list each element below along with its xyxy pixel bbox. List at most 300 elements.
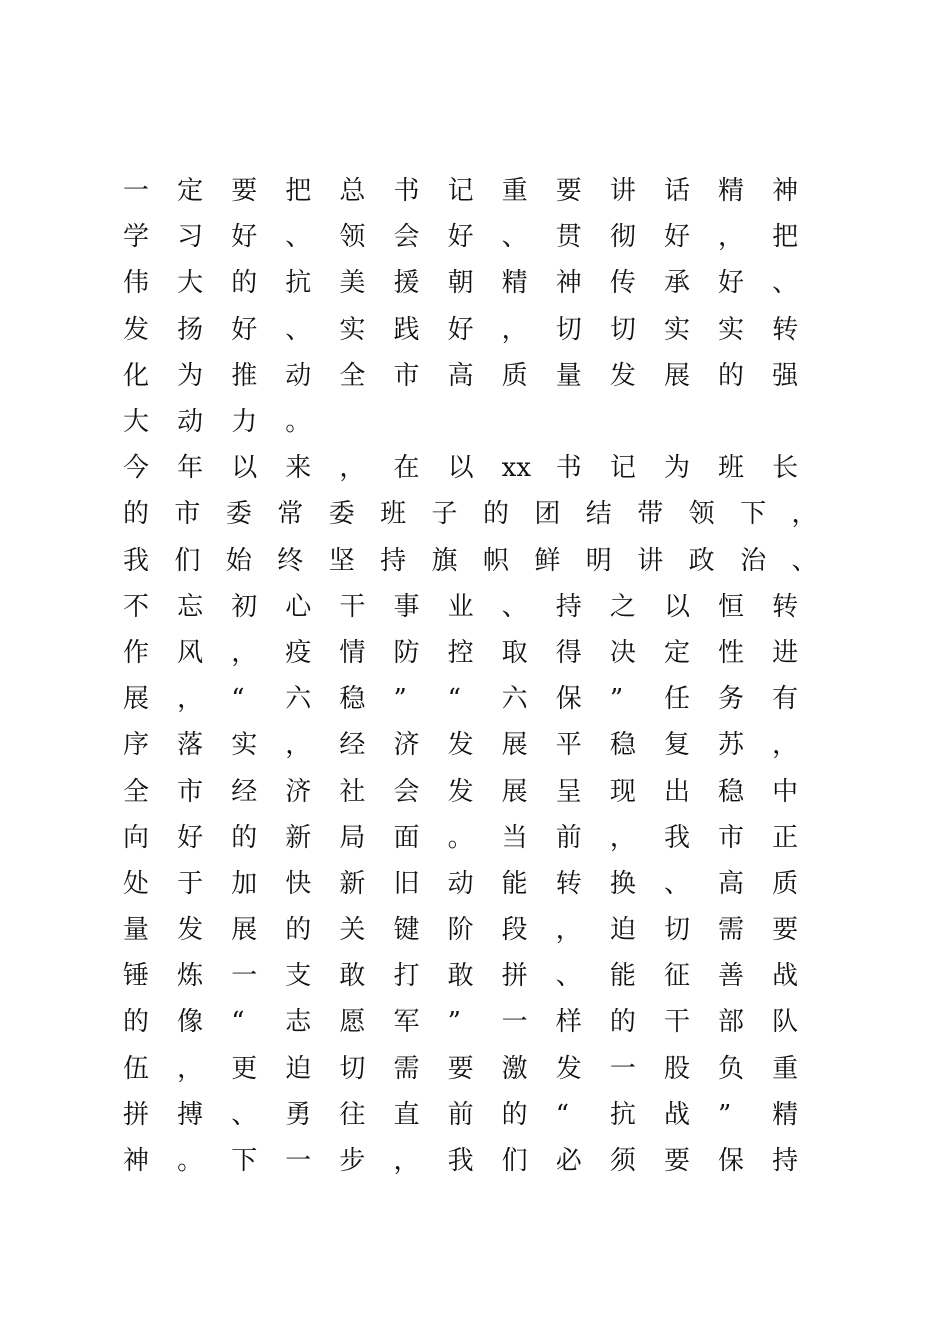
text-glyph: 会 <box>393 222 420 253</box>
text-glyph: 重 <box>772 1053 799 1084</box>
text-glyph: 神 <box>555 268 582 299</box>
text-glyph: 持 <box>555 591 582 622</box>
text-glyph: 激 <box>501 1053 528 1084</box>
text-line <box>123 953 843 999</box>
text-glyph: 明 <box>585 545 612 576</box>
text-glyph: 发 <box>177 915 204 946</box>
text-glyph: 落 <box>177 730 204 761</box>
text-glyph: 经 <box>339 730 366 761</box>
text-glyph: 切 <box>663 915 690 946</box>
text-glyph: 恒 <box>718 591 745 622</box>
text-line <box>123 1092 843 1138</box>
text-glyph: 一 <box>501 1007 528 1038</box>
text-glyph: 好 <box>447 222 474 253</box>
text-glyph: 市 <box>177 776 204 807</box>
text-glyph: 决 <box>609 637 636 668</box>
text-glyph: 快 <box>285 868 312 899</box>
text-glyph: 保 <box>555 684 582 715</box>
text-glyph: 旧 <box>393 868 420 899</box>
text-glyph: 战 <box>663 1099 690 1130</box>
text-glyph: 、 <box>231 1099 258 1130</box>
text-glyph: 书 <box>393 176 420 207</box>
text-glyph: 一 <box>231 961 258 992</box>
text-glyph: ， <box>285 730 312 761</box>
text-glyph: 旗 <box>431 545 458 576</box>
text-glyph: ， <box>177 1053 204 1084</box>
text-glyph: 保 <box>718 1146 745 1177</box>
text-glyph: 朝 <box>447 268 474 299</box>
text-glyph: 我 <box>447 1146 474 1177</box>
text-line <box>123 676 843 722</box>
text-glyph: 样 <box>555 1007 582 1038</box>
text-line <box>123 768 843 814</box>
text-glyph: 打 <box>393 961 420 992</box>
text-glyph: 关 <box>339 915 366 946</box>
text-glyph: 进 <box>772 637 799 668</box>
text-glyph: 伟 <box>123 268 150 299</box>
text-glyph: 负 <box>718 1053 745 1084</box>
text-glyph: 坚 <box>328 545 355 576</box>
text-glyph: 发 <box>609 360 636 391</box>
text-glyph: 能 <box>501 868 528 899</box>
text-glyph: 战 <box>772 961 799 992</box>
text-glyph: 需 <box>718 915 745 946</box>
text-glyph: 向 <box>123 822 150 853</box>
text-glyph: 展 <box>501 730 528 761</box>
text-glyph: 转 <box>772 314 799 345</box>
text-glyph: 帜 <box>482 545 509 576</box>
text-glyph: 新 <box>285 822 312 853</box>
text-glyph: 展 <box>123 684 150 715</box>
text-glyph: 下 <box>740 499 767 530</box>
text-glyph: 控 <box>447 637 474 668</box>
text-glyph: 。 <box>285 407 312 438</box>
text-glyph: 大 <box>177 268 204 299</box>
text-glyph: 能 <box>609 961 636 992</box>
text-glyph: 好 <box>177 822 204 853</box>
text-glyph: 发 <box>555 1053 582 1084</box>
text-glyph: 出 <box>663 776 690 807</box>
text-glyph: 抗 <box>609 1099 636 1130</box>
text-glyph: 股 <box>663 1053 690 1084</box>
text-glyph: 扬 <box>177 314 204 345</box>
text-glyph: 部 <box>718 1007 745 1038</box>
text-glyph: 、 <box>663 868 690 899</box>
text-glyph: 高 <box>447 360 474 391</box>
text-glyph: 一 <box>609 1053 636 1084</box>
text-glyph: ” <box>447 1007 461 1038</box>
text-glyph: 团 <box>534 499 561 530</box>
text-glyph: 六 <box>285 684 312 715</box>
text-glyph: 当 <box>501 822 528 853</box>
text-glyph: 勇 <box>285 1099 312 1130</box>
text-glyph: 委 <box>328 499 355 530</box>
text-glyph: 初 <box>231 591 258 622</box>
text-glyph: 、 <box>772 268 799 299</box>
text-glyph: 美 <box>339 268 366 299</box>
text-glyph: 征 <box>663 961 690 992</box>
text-glyph: 干 <box>339 591 366 622</box>
text-glyph: 济 <box>285 776 312 807</box>
text-glyph: 干 <box>663 1007 690 1038</box>
text-glyph: 市 <box>393 360 420 391</box>
text-glyph: 转 <box>555 868 582 899</box>
text-glyph: 讲 <box>637 545 664 576</box>
text-glyph: 展 <box>501 776 528 807</box>
text-glyph: 为 <box>663 453 690 484</box>
text-glyph: 疫 <box>285 637 312 668</box>
text-glyph: 的 <box>501 1099 528 1130</box>
text-line <box>123 538 843 584</box>
text-glyph: 心 <box>285 591 312 622</box>
text-glyph: 键 <box>393 915 420 946</box>
text-glyph: 敢 <box>339 961 366 992</box>
text-glyph: 中 <box>772 776 799 807</box>
text-glyph: 切 <box>555 314 582 345</box>
text-glyph: 的 <box>482 499 509 530</box>
text-glyph: 持 <box>772 1146 799 1177</box>
text-glyph: 事 <box>393 591 420 622</box>
text-glyph: 要 <box>231 176 258 207</box>
text-glyph: 社 <box>339 776 366 807</box>
text-glyph: 好 <box>663 222 690 253</box>
text-line <box>123 861 843 907</box>
text-glyph: 新 <box>339 868 366 899</box>
text-glyph: 序 <box>123 730 150 761</box>
text-glyph: 我 <box>123 545 150 576</box>
text-glyph: 展 <box>231 915 258 946</box>
text-glyph: 好 <box>718 268 745 299</box>
text-glyph: 一 <box>285 1146 312 1177</box>
text-glyph: 要 <box>447 1053 474 1084</box>
text-line <box>123 815 843 861</box>
text-glyph: 要 <box>663 1146 690 1177</box>
text-glyph: 现 <box>609 776 636 807</box>
text-glyph: 好 <box>447 314 474 345</box>
text-glyph: ” <box>393 684 407 715</box>
text-glyph: 善 <box>718 961 745 992</box>
text-glyph: “ <box>555 1099 570 1130</box>
text-glyph: 全 <box>123 776 150 807</box>
text-line <box>123 491 843 537</box>
text-line <box>123 168 843 214</box>
text-glyph: 们 <box>174 545 201 576</box>
text-glyph: 、 <box>285 222 312 253</box>
text-glyph: 委 <box>225 499 252 530</box>
text-glyph: 治 <box>740 545 767 576</box>
text-glyph: 的 <box>123 1007 150 1038</box>
text-glyph: 持 <box>380 545 407 576</box>
text-glyph: 段 <box>501 915 528 946</box>
text-glyph: “ <box>447 684 461 715</box>
text-glyph: 年 <box>177 453 204 484</box>
text-glyph: ， <box>501 314 528 345</box>
text-glyph: ， <box>231 637 258 668</box>
text-glyph: 班 <box>718 453 745 484</box>
text-glyph: 记 <box>609 453 636 484</box>
text-glyph: 锤 <box>123 961 150 992</box>
text-glyph: 实 <box>718 314 745 345</box>
text-glyph: 于 <box>177 868 204 899</box>
text-line <box>123 1138 843 1184</box>
text-line <box>123 722 843 768</box>
text-glyph: 敢 <box>447 961 474 992</box>
text-glyph: 、 <box>501 591 528 622</box>
text-line <box>123 584 843 630</box>
text-glyph: 忘 <box>177 591 204 622</box>
text-glyph: 动 <box>285 360 312 391</box>
text-glyph: 终 <box>277 545 304 576</box>
text-glyph: 的 <box>718 360 745 391</box>
text-glyph: 。 <box>447 822 474 853</box>
text-glyph: 结 <box>585 499 612 530</box>
text-glyph: 换 <box>609 868 636 899</box>
text-glyph: 鲜 <box>534 545 561 576</box>
text-glyph: 前 <box>447 1099 474 1130</box>
text-glyph: 性 <box>718 637 745 668</box>
text-glyph: 长 <box>772 453 799 484</box>
text-glyph: “ <box>231 1007 245 1038</box>
text-glyph: ” <box>609 684 624 715</box>
text-glyph: 领 <box>339 222 366 253</box>
text-glyph: 发 <box>123 314 150 345</box>
text-glyph: 前 <box>555 822 582 853</box>
text-glyph: 往 <box>339 1099 366 1130</box>
text-glyph: 之 <box>609 591 636 622</box>
text-glyph: 的 <box>609 1007 636 1038</box>
text-glyph: 来 <box>285 453 312 484</box>
text-glyph: 更 <box>231 1053 258 1084</box>
text-glyph: 情 <box>339 637 366 668</box>
text-glyph: 好 <box>231 222 258 253</box>
text-line <box>123 1046 843 1092</box>
text-glyph: 领 <box>688 499 715 530</box>
text-glyph: 直 <box>393 1099 420 1130</box>
text-glyph: ， <box>555 915 582 946</box>
text-glyph: 步 <box>339 1146 366 1177</box>
text-glyph: 习 <box>177 222 204 253</box>
text-glyph: 班 <box>380 499 407 530</box>
text-glyph: 高 <box>718 868 745 899</box>
text-glyph: 稳 <box>339 684 366 715</box>
text-glyph: 记 <box>447 176 474 207</box>
text-glyph: 六 <box>501 684 528 715</box>
text-glyph: 带 <box>637 499 664 530</box>
text-glyph: 复 <box>663 730 690 761</box>
text-glyph: 转 <box>772 591 799 622</box>
text-glyph: 有 <box>772 684 799 715</box>
text-glyph: 取 <box>501 637 528 668</box>
text-glyph: 风 <box>177 637 204 668</box>
text-glyph: 发 <box>447 776 474 807</box>
text-glyph: 精 <box>501 268 528 299</box>
text-glyph: 全 <box>339 360 366 391</box>
text-glyph: 市 <box>718 822 745 853</box>
text-glyph: 切 <box>609 314 636 345</box>
text-glyph: 精 <box>718 176 745 207</box>
text-glyph: 要 <box>555 176 582 207</box>
text-glyph: 实 <box>663 314 690 345</box>
text-glyph: 今 <box>123 453 150 484</box>
body-text <box>123 168 843 1184</box>
text-glyph: ， <box>177 684 204 715</box>
text-glyph: 政 <box>688 545 715 576</box>
text-glyph: 的 <box>231 268 258 299</box>
text-glyph: 市 <box>174 499 201 530</box>
text-glyph: ， <box>609 822 636 853</box>
text-glyph: 强 <box>772 360 799 391</box>
text-glyph: 经 <box>231 776 258 807</box>
text-glyph: 搏 <box>177 1099 204 1130</box>
text-glyph: 拼 <box>501 961 528 992</box>
text-glyph: 神 <box>123 1146 150 1177</box>
text-glyph: 始 <box>225 545 252 576</box>
text-glyph: 大 <box>123 407 150 438</box>
text-glyph: 军 <box>393 1007 420 1038</box>
text-glyph: 支 <box>285 961 312 992</box>
text-glyph: 必 <box>555 1146 582 1177</box>
text-glyph: 学 <box>123 222 150 253</box>
text-glyph: 队 <box>772 1007 799 1038</box>
text-line <box>123 399 843 445</box>
text-glyph: ， <box>339 453 366 484</box>
text-glyph: 质 <box>772 868 799 899</box>
text-glyph: 以 <box>447 453 474 484</box>
text-glyph: 量 <box>555 360 582 391</box>
text-glyph: 得 <box>555 637 582 668</box>
text-glyph: 践 <box>393 314 420 345</box>
text-line <box>123 999 843 1045</box>
text-glyph: 子 <box>431 499 458 530</box>
text-glyph: 正 <box>772 822 799 853</box>
text-glyph: 我 <box>663 822 690 853</box>
text-glyph: 愿 <box>339 1007 366 1038</box>
text-glyph: 处 <box>123 868 150 899</box>
text-glyph: 动 <box>447 868 474 899</box>
text-glyph: “ <box>231 684 245 715</box>
text-glyph: 作 <box>123 637 150 668</box>
text-glyph: 苏 <box>718 730 745 761</box>
text-line <box>123 907 843 953</box>
text-glyph: 为 <box>177 360 204 391</box>
text-glyph: 任 <box>663 684 690 715</box>
text-glyph: ” <box>718 1099 732 1130</box>
text-glyph: 量 <box>123 915 150 946</box>
text-glyph: 需 <box>393 1053 420 1084</box>
text-glyph: 援 <box>393 268 420 299</box>
text-glyph: 呈 <box>555 776 582 807</box>
text-glyph: 质 <box>501 360 528 391</box>
text-glyph: 定 <box>177 176 204 207</box>
text-glyph: 拼 <box>123 1099 150 1130</box>
text-glyph: 传 <box>609 268 636 299</box>
text-line <box>123 353 843 399</box>
text-glyph: 切 <box>339 1053 366 1084</box>
text-glyph: 贯 <box>555 222 582 253</box>
text-glyph: 不 <box>123 591 150 622</box>
text-line <box>123 260 843 306</box>
text-glyph: 下 <box>231 1146 258 1177</box>
text-glyph: 志 <box>285 1007 312 1038</box>
text-glyph: 精 <box>772 1099 799 1130</box>
text-glyph: 防 <box>393 637 420 668</box>
text-glyph: 常 <box>277 499 304 530</box>
text-glyph: 阶 <box>447 915 474 946</box>
text-glyph: 稳 <box>609 730 636 761</box>
text-glyph: 会 <box>393 776 420 807</box>
text-glyph: 业 <box>447 591 474 622</box>
text-glyph: 实 <box>339 314 366 345</box>
text-glyph: 在 <box>393 453 420 484</box>
text-glyph: 书 <box>555 453 582 484</box>
text-glyph: 像 <box>177 1007 204 1038</box>
text-glyph: 局 <box>339 822 366 853</box>
text-glyph: 迫 <box>285 1053 312 1084</box>
text-glyph: ， <box>718 222 745 253</box>
text-glyph: 化 <box>123 360 150 391</box>
text-glyph: 好 <box>231 314 258 345</box>
text-glyph: 把 <box>285 176 312 207</box>
text-glyph: 定 <box>663 637 690 668</box>
text-glyph: 的 <box>285 915 312 946</box>
text-line <box>123 630 843 676</box>
text-glyph: 务 <box>718 684 745 715</box>
text-glyph: 加 <box>231 868 258 899</box>
text-glyph: 、 <box>791 545 818 576</box>
text-glyph: 面 <box>393 822 420 853</box>
text-glyph: 、 <box>285 314 312 345</box>
text-glyph: 济 <box>393 730 420 761</box>
text-glyph: 力 <box>231 407 258 438</box>
text-glyph: xx <box>501 453 531 484</box>
text-glyph: 神 <box>772 176 799 207</box>
text-line <box>123 445 843 491</box>
text-glyph: 要 <box>772 915 799 946</box>
text-glyph: ， <box>791 499 818 530</box>
text-glyph: 们 <box>501 1146 528 1177</box>
text-glyph: 实 <box>231 730 258 761</box>
text-glyph: 以 <box>231 453 258 484</box>
text-glyph: 讲 <box>609 176 636 207</box>
text-glyph: 推 <box>231 360 258 391</box>
text-glyph: 总 <box>339 176 366 207</box>
text-glyph: 承 <box>663 268 690 299</box>
text-glyph: 。 <box>177 1146 204 1177</box>
text-glyph: ， <box>772 730 799 761</box>
text-glyph: 抗 <box>285 268 312 299</box>
text-glyph: 以 <box>663 591 690 622</box>
text-line <box>123 307 843 353</box>
text-glyph: 、 <box>501 222 528 253</box>
text-glyph: 的 <box>231 822 258 853</box>
text-glyph: 伍 <box>123 1053 150 1084</box>
text-glyph: 发 <box>447 730 474 761</box>
text-glyph: 迫 <box>609 915 636 946</box>
text-glyph: 把 <box>772 222 799 253</box>
text-glyph: 彻 <box>609 222 636 253</box>
text-glyph: 重 <box>501 176 528 207</box>
text-glyph: 须 <box>609 1146 636 1177</box>
text-glyph: 稳 <box>718 776 745 807</box>
text-glyph: 动 <box>177 407 204 438</box>
text-line <box>123 214 843 260</box>
text-glyph: 平 <box>555 730 582 761</box>
text-glyph: 的 <box>123 499 150 530</box>
text-glyph: 、 <box>555 961 582 992</box>
text-glyph: 炼 <box>177 961 204 992</box>
text-glyph: 一 <box>123 176 150 207</box>
text-glyph: 话 <box>663 176 690 207</box>
